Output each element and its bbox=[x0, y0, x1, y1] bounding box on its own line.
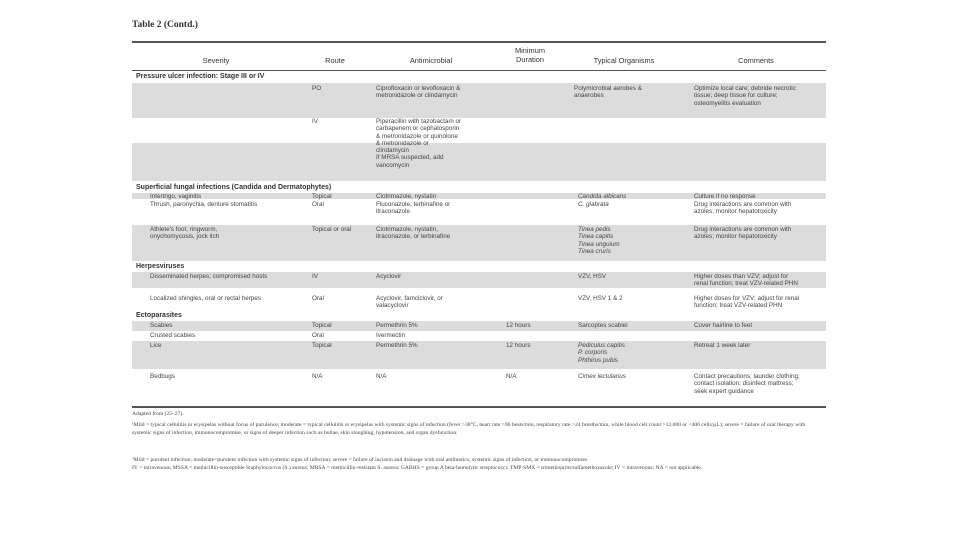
column-header-duration: Minimum Duration bbox=[515, 46, 545, 64]
cell-antimicrobial: Ciprofloxacin or levofloxacin & metronidazole or clindamycin bbox=[376, 85, 461, 100]
cell-organisms: Cimex lectularius bbox=[578, 373, 626, 380]
cell-severity: Thrush, paronychia, denture stomatitis bbox=[150, 201, 258, 208]
cell-severity: Scabies bbox=[150, 322, 173, 329]
cell-route: Topical bbox=[312, 322, 332, 329]
cell-antimicrobial: Fluconazole, terbinafine or itraconazole bbox=[376, 201, 451, 216]
cell-duration: N/A bbox=[506, 373, 517, 380]
section-title-ectoparasites: Ectoparasites bbox=[136, 312, 182, 319]
section-title-herpesviruses: Herpesviruses bbox=[136, 263, 185, 270]
column-header-antimicrobial: Antimicrobial bbox=[409, 56, 453, 65]
footnote-1: ¹Mild = typical cellulitis or erysipelas without focus of purulence; moderate = typical cellulitis or erysipelas with systemic signs of infection (fever >38°C, heart rate >90 beats/min, respiratory rate >24 breaths/min, white blood cell count >12,000 or <400 cells/µL); severe = failure of oral therapy with systemic signs of infection, immunocompromise, or signs of deeper infection such as bullae, skin sloughing, hypotension, and organ dysfunction. bbox=[132, 422, 806, 437]
cell-comments: Drug interactions are common with azoles; monitor hepatotoxicity bbox=[694, 226, 792, 241]
cell-route: Oral bbox=[312, 295, 324, 302]
top-rule bbox=[132, 41, 826, 43]
cell-antimicrobial: Piperacillin with tazobactam or carbapenem or cephalosporin & metronidazole or quinolone & metronidazole or clindamycin If MRSA suspected, add vancomycin bbox=[376, 118, 462, 169]
column-header-route: Route bbox=[325, 56, 345, 65]
cell-duration: 12 hours bbox=[506, 342, 531, 349]
cell-severity: Disseminated herpes; compromised hosts bbox=[150, 273, 268, 280]
cell-route: Topical bbox=[312, 342, 332, 349]
cell-organisms: Polymicrobial aerobes & anaerobes bbox=[574, 85, 642, 100]
cell-antimicrobial: Permethrin 5% bbox=[376, 342, 418, 349]
cell-organisms: Pediculus capitis P. corporis Phthirus pubis bbox=[578, 342, 625, 364]
cell-route: N/A bbox=[312, 373, 323, 380]
footnote-2: ²Mild = purulent infection; moderate=purulent infection with systemic signs of infection; severe = failure of incision and drainage with oral antibiotics, systemic signs of infection, or immunocompromise. bbox=[132, 457, 589, 463]
cell-route: Topical bbox=[312, 193, 332, 200]
cell-organisms: C. glabrata bbox=[578, 201, 609, 208]
footnote-abbreviations: IV = intravenous; MSSA = methicillin-susceptible Staphylococcus (S.) aureus; MRSA = methicillin-resistant S. aureus; GABHS = group A beta-hemolytic streptococci; TMP-SMX = trimethoprim/sulfamethoxazole; IV = intravenous; NA = not applicable. bbox=[132, 465, 703, 471]
section-title-fungal: Superficial fungal infections (Candida and Dermatophytes) bbox=[136, 184, 332, 191]
cell-comments: Contact precautions; launder clothing; contact isolation; disinfect mattress; seek expert guidance bbox=[694, 373, 800, 395]
cell-route: IV bbox=[312, 273, 318, 280]
column-header-severity: Severity bbox=[202, 56, 230, 65]
cell-severity: Bedbugs bbox=[150, 373, 175, 380]
column-header-comments: Comments bbox=[738, 56, 774, 65]
cell-antimicrobial: Clotrimazole, nystatin, itraconazole, or terbinafine bbox=[376, 226, 451, 241]
bottom-rule bbox=[132, 406, 826, 408]
cell-antimicrobial: Ivermectin bbox=[376, 332, 406, 339]
header-rule bbox=[132, 70, 826, 71]
cell-organisms: VZV, HSV bbox=[578, 273, 607, 280]
cell-comments: Drug interactions are common with azoles; monitor hepatotoxicity bbox=[694, 201, 792, 216]
cell-route: Oral bbox=[312, 201, 324, 208]
row-band bbox=[132, 143, 826, 181]
cell-comments: Higher doses for VZV; adjust for renal function; treat VZV-related PHN bbox=[694, 295, 800, 310]
cell-route: IV bbox=[312, 118, 318, 125]
cell-duration: 12 hours bbox=[506, 322, 531, 329]
cell-antimicrobial: Acyclovir, famciclovir, or valacyclovir bbox=[376, 295, 443, 310]
cell-route: Topical or oral bbox=[312, 226, 352, 233]
cell-comments: Culture if no response bbox=[694, 193, 756, 200]
column-header-organisms: Typical Organisms bbox=[593, 56, 655, 65]
cell-organisms: VZV, HSV 1 & 2 bbox=[578, 295, 623, 302]
cell-antimicrobial: Acyclovir bbox=[376, 273, 402, 280]
cell-comments: Retreat 1 week later bbox=[694, 342, 751, 349]
table-caption: Table 2 (Contd.) bbox=[132, 20, 198, 30]
cell-severity: Crusted scabies bbox=[150, 332, 196, 339]
cell-route: PO bbox=[312, 85, 322, 92]
cell-organisms: Tinea pedis Tinea capitis Tinea unguium Tinea cruris bbox=[578, 226, 620, 255]
cell-severity: Lice bbox=[150, 342, 162, 349]
cell-comments: Higher doses than VZV; adjust for renal function; treat VZV-related PHN bbox=[694, 273, 798, 288]
cell-severity: Intertrigo, vaginitis bbox=[150, 193, 202, 200]
cell-comments: Cover hairline to feet bbox=[694, 322, 753, 329]
cell-antimicrobial: N/A bbox=[376, 373, 387, 380]
section-title-pressure-ulcer: Pressure ulcer infection: Stage III or IV bbox=[136, 73, 265, 80]
cell-comments: Optimize local care; debride necrotic tissue; deep tissue for culture; osteomyelitis evaluation bbox=[694, 85, 796, 107]
cell-antimicrobial: Permethrin 5% bbox=[376, 322, 418, 329]
footnote-source: Adapted from (25–27). bbox=[132, 411, 184, 417]
cell-severity: Localized shingles, oral or rectal herpes bbox=[150, 295, 261, 302]
cell-antimicrobial: Clotrimazole, nystatin bbox=[376, 193, 437, 200]
cell-route: Oral bbox=[312, 332, 324, 339]
cell-organisms: Sarcoptes scabiei bbox=[578, 322, 628, 329]
cell-severity: Athlete's foot, ringworm, onychomycosis, jock itch bbox=[150, 226, 220, 241]
cell-organisms: Candida albicans bbox=[578, 193, 627, 200]
